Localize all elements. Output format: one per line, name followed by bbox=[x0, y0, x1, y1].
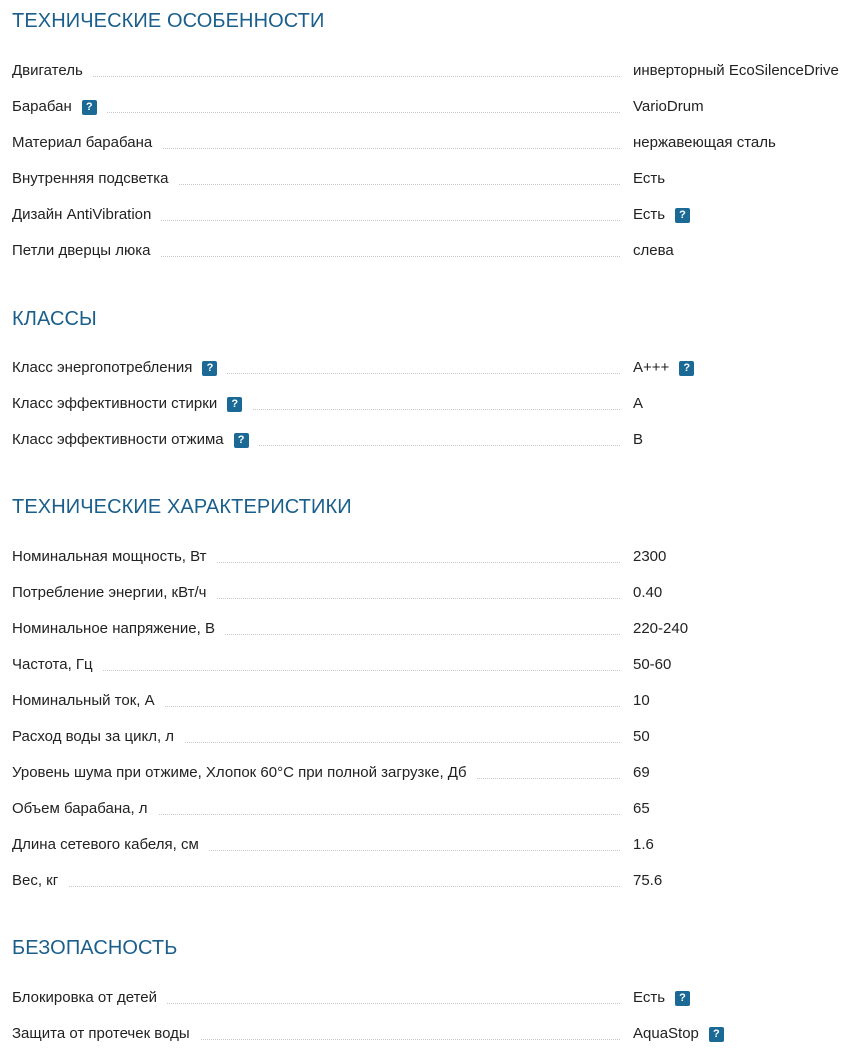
spec-label: Объем барабана, л bbox=[12, 799, 158, 819]
spec-row-energy-class bbox=[12, 358, 852, 378]
help-icon[interactable]: ? bbox=[675, 208, 690, 223]
spec-label: Материал барабана bbox=[12, 133, 162, 153]
spec-label: Защита от протечек воды bbox=[12, 1024, 200, 1044]
spec-label: Номинальное напряжение, В bbox=[12, 619, 225, 639]
spec-label: Длина сетевого кабеля, см bbox=[12, 835, 209, 855]
spec-value: слева bbox=[633, 242, 674, 259]
section-title-classes: КЛАССЫ bbox=[12, 308, 97, 330]
spec-label: Дизайн AntiVibration bbox=[12, 205, 161, 225]
spec-label: Класс эффективности отжима ? bbox=[12, 430, 259, 450]
section-title-safety: БЕЗОПАСНОСТЬ bbox=[12, 937, 178, 959]
spec-row-cable-length bbox=[12, 835, 852, 855]
section-title-tech-specs: ТЕХНИЧЕСКИЕ ХАРАКТЕРИСТИКИ bbox=[12, 496, 352, 518]
spec-value: VarioDrum bbox=[633, 98, 704, 115]
spec-value: Есть ? bbox=[633, 205, 690, 225]
help-icon[interactable]: ? bbox=[227, 397, 242, 412]
section-title-tech-features: ТЕХНИЧЕСКИЕ ОСОБЕННОСТИ bbox=[12, 10, 325, 32]
help-icon[interactable]: ? bbox=[675, 991, 690, 1006]
spec-row-leak-protection bbox=[12, 1024, 852, 1044]
spec-label: Потребление энергии, кВт/ч bbox=[12, 583, 216, 603]
spec-row-voltage bbox=[12, 619, 852, 639]
spec-label: Двигатель bbox=[12, 61, 93, 81]
spec-label: Частота, Гц bbox=[12, 655, 103, 675]
spec-value: нержавеющая сталь bbox=[633, 134, 776, 151]
spec-value: Есть ? bbox=[633, 988, 690, 1008]
spec-value: 75.6 bbox=[633, 872, 663, 889]
spec-value: 50-60 bbox=[633, 656, 672, 673]
spec-value: 10 bbox=[633, 692, 650, 709]
spec-row-drum bbox=[12, 97, 852, 117]
help-icon[interactable]: ? bbox=[202, 361, 217, 376]
spec-row-drum-volume bbox=[12, 799, 852, 819]
spec-row-child-lock bbox=[12, 988, 852, 1008]
spec-row-spin-class bbox=[12, 430, 852, 450]
spec-row-interior-light bbox=[12, 169, 852, 189]
spec-row-drum-material bbox=[12, 133, 852, 153]
spec-value: 0.40 bbox=[633, 584, 663, 601]
spec-label: Внутренняя подсветка bbox=[12, 169, 178, 189]
spec-label: Вес, кг bbox=[12, 871, 68, 891]
dotted-leader bbox=[12, 670, 620, 671]
spec-label: Класс энергопотребления ? bbox=[12, 358, 227, 378]
spec-label: Уровень шума при отжиме, Хлопок 60°C при полной загрузке, Дб bbox=[12, 763, 477, 783]
spec-value: 69 bbox=[633, 764, 650, 781]
spec-row-power bbox=[12, 547, 852, 567]
spec-label: Расход воды за цикл, л bbox=[12, 727, 184, 747]
spec-value: 1.6 bbox=[633, 836, 654, 853]
spec-row-weight bbox=[12, 871, 852, 891]
spec-label: Номинальный ток, А bbox=[12, 691, 165, 711]
help-icon[interactable]: ? bbox=[82, 100, 97, 115]
help-icon[interactable]: ? bbox=[234, 433, 249, 448]
spec-value: инверторный EcoSilenceDrive bbox=[633, 62, 839, 79]
spec-row-wash-class bbox=[12, 394, 852, 414]
spec-label: Петли дверцы люка bbox=[12, 241, 160, 261]
spec-value: Есть bbox=[633, 170, 666, 187]
dotted-leader bbox=[12, 886, 620, 887]
spec-value: AquaStop ? bbox=[633, 1024, 724, 1044]
spec-label: Класс эффективности стирки ? bbox=[12, 394, 252, 414]
spec-label: Блокировка от детей bbox=[12, 988, 167, 1008]
spec-value: 2300 bbox=[633, 548, 667, 565]
spec-row-noise-level bbox=[12, 763, 852, 783]
dotted-leader bbox=[12, 76, 620, 77]
help-icon[interactable]: ? bbox=[679, 361, 694, 376]
spec-value: B bbox=[633, 431, 644, 448]
spec-value: A+++ ? bbox=[633, 358, 694, 378]
spec-row-antivibration bbox=[12, 205, 852, 225]
spec-row-frequency bbox=[12, 655, 852, 675]
spec-row-water-consumption bbox=[12, 727, 852, 747]
spec-value: 220-240 bbox=[633, 620, 689, 637]
spec-row-energy-consumption bbox=[12, 583, 852, 603]
spec-value: A bbox=[633, 395, 644, 412]
spec-value: 65 bbox=[633, 800, 650, 817]
spec-row-door-hinges bbox=[12, 241, 852, 261]
spec-row-current bbox=[12, 691, 852, 711]
help-icon[interactable]: ? bbox=[709, 1027, 724, 1042]
spec-row-motor bbox=[12, 61, 852, 81]
spec-label: Барабан ? bbox=[12, 97, 107, 117]
spec-value: 50 bbox=[633, 728, 650, 745]
spec-label: Номинальная мощность, Вт bbox=[12, 547, 217, 567]
